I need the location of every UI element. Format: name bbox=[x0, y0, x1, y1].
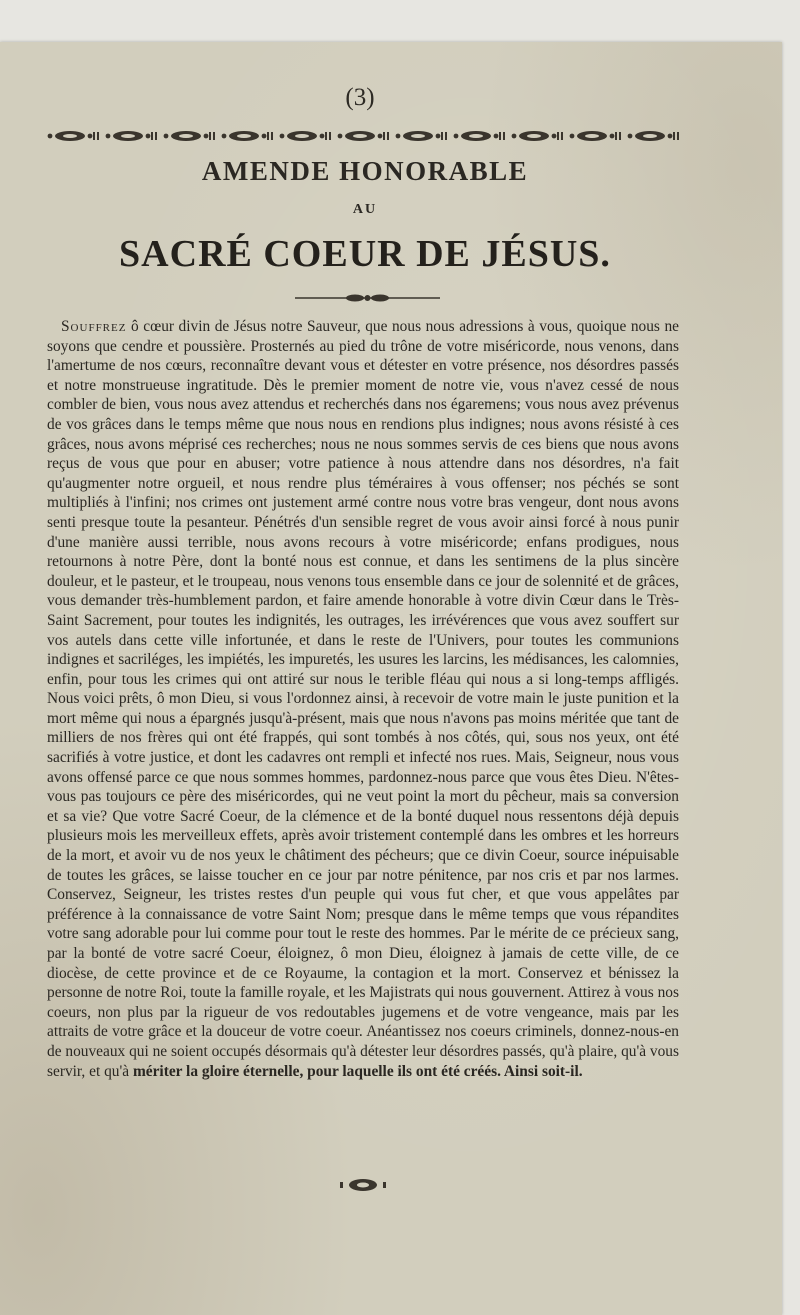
end-ornament-icon bbox=[336, 1178, 390, 1192]
ornamental-rule-icon bbox=[295, 292, 440, 304]
prayer-text bbox=[47, 317, 679, 1081]
title-amende-honorable: AMENDE HONORABLE bbox=[201, 156, 529, 186]
title-sacre-coeur: SACRÉ COEUR DE JÉSUS. bbox=[119, 233, 611, 275]
title-au: AU bbox=[352, 202, 378, 217]
prayer-body: ô cœur divin de Jésus notre Sauveur, que nous nous adressions à vous, quoique nous ne soyons que cendre et poussière. Prosternés au pied du trône de votre miséricorde, nous venons, dans l'amertume de nos cœurs, reconnaître devant vous et détester en votre présence, nos désordres passés et notre monstrueuse ingratitude. Dès le premier moment de notre vie, vous n'avez cessé de nous combler de bien, vous nous avez attendus et recherchés dans nos égaremens; vous nous avez prévenus de vos grâces dans le temps même que nous nous en rendions plus indignes; nous avons résisté à ces grâces, nous avons méprisé ces recherches; nous ne nous sommes servis de ces biens que nous avons reçus de vous que pour en abuser; votre patience à nous attendre dans nos désordres, n'a fait qu'augmenter notre orgueil, et nous rendre plus téméraires à vous offenser; nos péchés se sont multipliés à l'infini; nos crimes ont justement armé contre nous votre bras vengeur, dont nous avons senti presque toute la pesanteur. Pénétrés d'un sensible regret de vous avoir ainsi forcé à nous punir d'une manière aussi terrible, nous avons recours à votre miséricorde; enfans prodigues, nous retournons à notre Père, dont la bonté nous est connue, et dans les sentimens de la plus sincère douleur, et le pasteur, et le troupeau, nous venons tous ensemble dans ce jour de solennité et de grâces, vous demander très-humblement pardon, et faire amende honorable à votre divin Cœur dans le Très-Saint Sacrement, pour toutes les indignités, les outrages, les irrévérences que vous avez souffert sur vos autels dans cette ville infortunée, et dans le reste de l'Univers, pour toutes les communions indignes et sacriléges, les impiétés, les impuretés, les usures les larcins, les médisances, les calomnies, enfin, pour tous les crimes qui ont attiré sur nous le terible fléau qui nous a si long-temps affligés. Nous voici prêts, ô mon Dieu, si vous l'ordonnez ainsi, à recevoir de votre main le juste punition et la mort même qui nous a épargnés jusqu'à-présent, mais que nous n'avons pas moins méritée que tant de milliers de nos frères qui ont été frappés, qui sont tombés à nos côtés, qui, sous nos yeux, ont été sacrifiés à votre justice, et dont les cadavres ont rempli et infecté nos rues. Mais, Seigneur, nous vous avons offensé parce ce que nous sommes hommes, pardonnez-nous parce que vous êtes Dieu. N'êtes-vous pas toujours ce père des miséricordes, qui ne veut point la mort du pêcheur, mais sa conversion et sa vie? Que votre Sacré Coeur, de la clémence et de la bonté duquel nous ressentons déjà depuis plusieurs mois les merveilleux effets, après avoir tristement contemplé dans les ombres et les horreurs de la mort, et avoir vu de nos yeux le châtiment des pécheurs; que ce divin Coeur, source inépuisable de toutes les grâces, se laisse toucher en ce jour par notre pénitence, par nos cris et par nos larmes. Conservez, Seigneur, les tristes restes d'un peuple qui vous fut cher, et que vous appelâtes par préférence à la connaissance de votre Saint Nom; presque dans le même temps que vous répandites votre sang adorable pour lui comme pour tout le reste des hommes. Par le mérite de ce précieux sang, par la bonté de votre sacré Coeur, éloignez, ô mon Dieu, éloignez à jamais de cette ville, de ce diocèse, de cette province et de ce Royaume, la contagion et la mort. Conservez et bénissez la personne de notre Roi, toute la famille royale, et les Majistrats qui nous gouvernent. Attirez à vous nos coeurs, non plus par la rigueur de vos redoutables jugemens et de votre vengeance, mais par les attraits de votre grâce et la douceur de votre coeur. Anéantissez nos coeurs criminels, donnez-nous-en de nouveaux qui ne soient occupés désormais qu'à détester leur désordres passés, qu'à plaire, qu'à vous servir, et qu'à bbox=[47, 318, 679, 1080]
printed-page bbox=[0, 42, 782, 1315]
page-number: (3) bbox=[345, 84, 375, 111]
ornamental-border-icon bbox=[44, 128, 680, 144]
prayer-ending: mériter la gloire éternelle, pour laquelle ils ont été créés. Ainsi soit-il. bbox=[132, 1062, 583, 1080]
lead-in-word: Souffrez bbox=[61, 318, 127, 335]
